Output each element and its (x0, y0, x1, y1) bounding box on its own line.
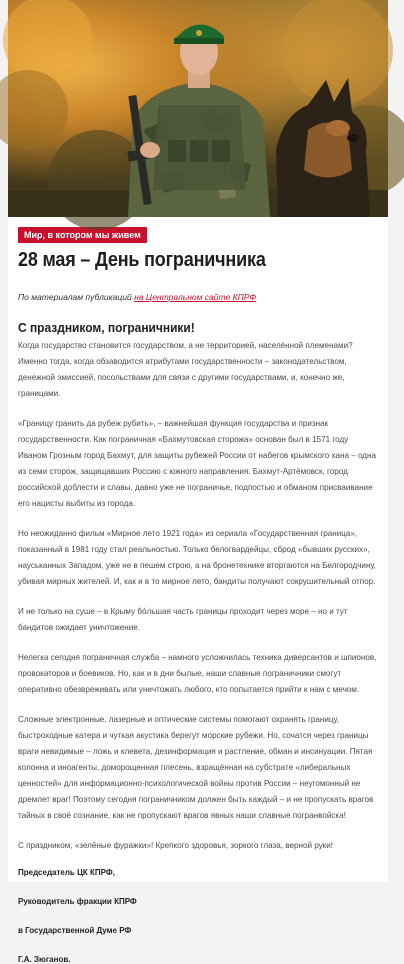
source-prefix: По материалам публикаций (18, 292, 135, 302)
signature-line: Председатель ЦК КПРФ, (18, 868, 115, 877)
source-link[interactable]: на Центральном сайте КПРФ (134, 292, 257, 302)
hero-image (8, 0, 388, 217)
paragraph: «Границу гранить да рубеж рубить», – важнейшая функция государства и признак государственности. Как пограничная «Бахмутовская сторожа» основан был в 1571 году Иваном Грозным город Бахмут, для защиты рубежей России от набегов крымского хана – одна из семи сторож, защищавших Россию с южного направления. Бахмут-Артёмовск, город российской доблести и славы, давно уже не пограничье, подпостью и обманом присваивание его нацисты выбиты из города. (18, 419, 376, 508)
category-tag[interactable]: Мир, в котором мы живем (18, 227, 147, 243)
signature-line: в Государственной Думе РФ (18, 926, 132, 935)
article-card (8, 0, 388, 964)
page-title: 28 мая – День пограничника (18, 249, 266, 271)
signature-line: Г.А. Зюганов. (18, 955, 71, 964)
article-body (18, 338, 378, 854)
signature-block (18, 868, 378, 964)
signature-line: Руководитель фракции КПРФ (18, 897, 137, 906)
paragraph: Когда государство становится государством, а не территорией, населённой племенами? Именно тогда, когда обзаводится атрибутами государственности – законодательством, денежной эмиссией, посольствами для связи с другими государствами, и, конечно же, границами. (18, 341, 353, 398)
paragraph: И не только на суше – в Крыму бо́льшая часть границы проходит через море – но и тут бандитов ожидает уничтожение. (18, 607, 348, 632)
source-line (18, 292, 378, 302)
paragraph: С праздником, «зелёные фуражки»! Крепкого здоровья, зоркого глаза, верной руки! (18, 841, 333, 850)
paragraph: Сложные электронные, лазерные и оптические системы помогают охранять границу, быстроходные катера и чуткая акустика берегут морские рубежи. Но, сочатся через границы враги невидимые – ложь и клевета, дезинформация и растление, обман и инсинуации. Пятая колонна и иноагенты, доморощенная плесень, взращённая на субстрате «либеральных ценностей» для информационно-психологической войны против России – неугомонный не дремлет враг! Поэтому сегодня пограничником должен быть каждый – и не пропускать врагов тайных в своё сознание, как не пропускают врагов явных наши славные погранвойска! (18, 715, 374, 820)
paragraph: Нелегка сегодня пограничная служба – намного усложнилась техника диверсантов и шпионов, провокаторов и боевиков. Но, как и в дни былые, наши славные пограничники смогут оперативно обезвреживать или уничтожать любого, кто попытается прийти к нам с мечом. (18, 653, 377, 694)
subheading: С праздником, пограничники! (18, 320, 195, 335)
paragraph: Но неожиданно фильм «Мирное лето 1921 года» из сериала «Государственная граница», показанный в 1981 году стал реальностью. Только белогвардейцы, сброд «бывших русских», науськанных Западом, уже не в пешем строю, а на бронетехнике вторгаются на Белгородчину, убивая мирных жителей. И, как и в то мирное лето, бандиты получают сокрушительный отпор. (18, 529, 376, 586)
